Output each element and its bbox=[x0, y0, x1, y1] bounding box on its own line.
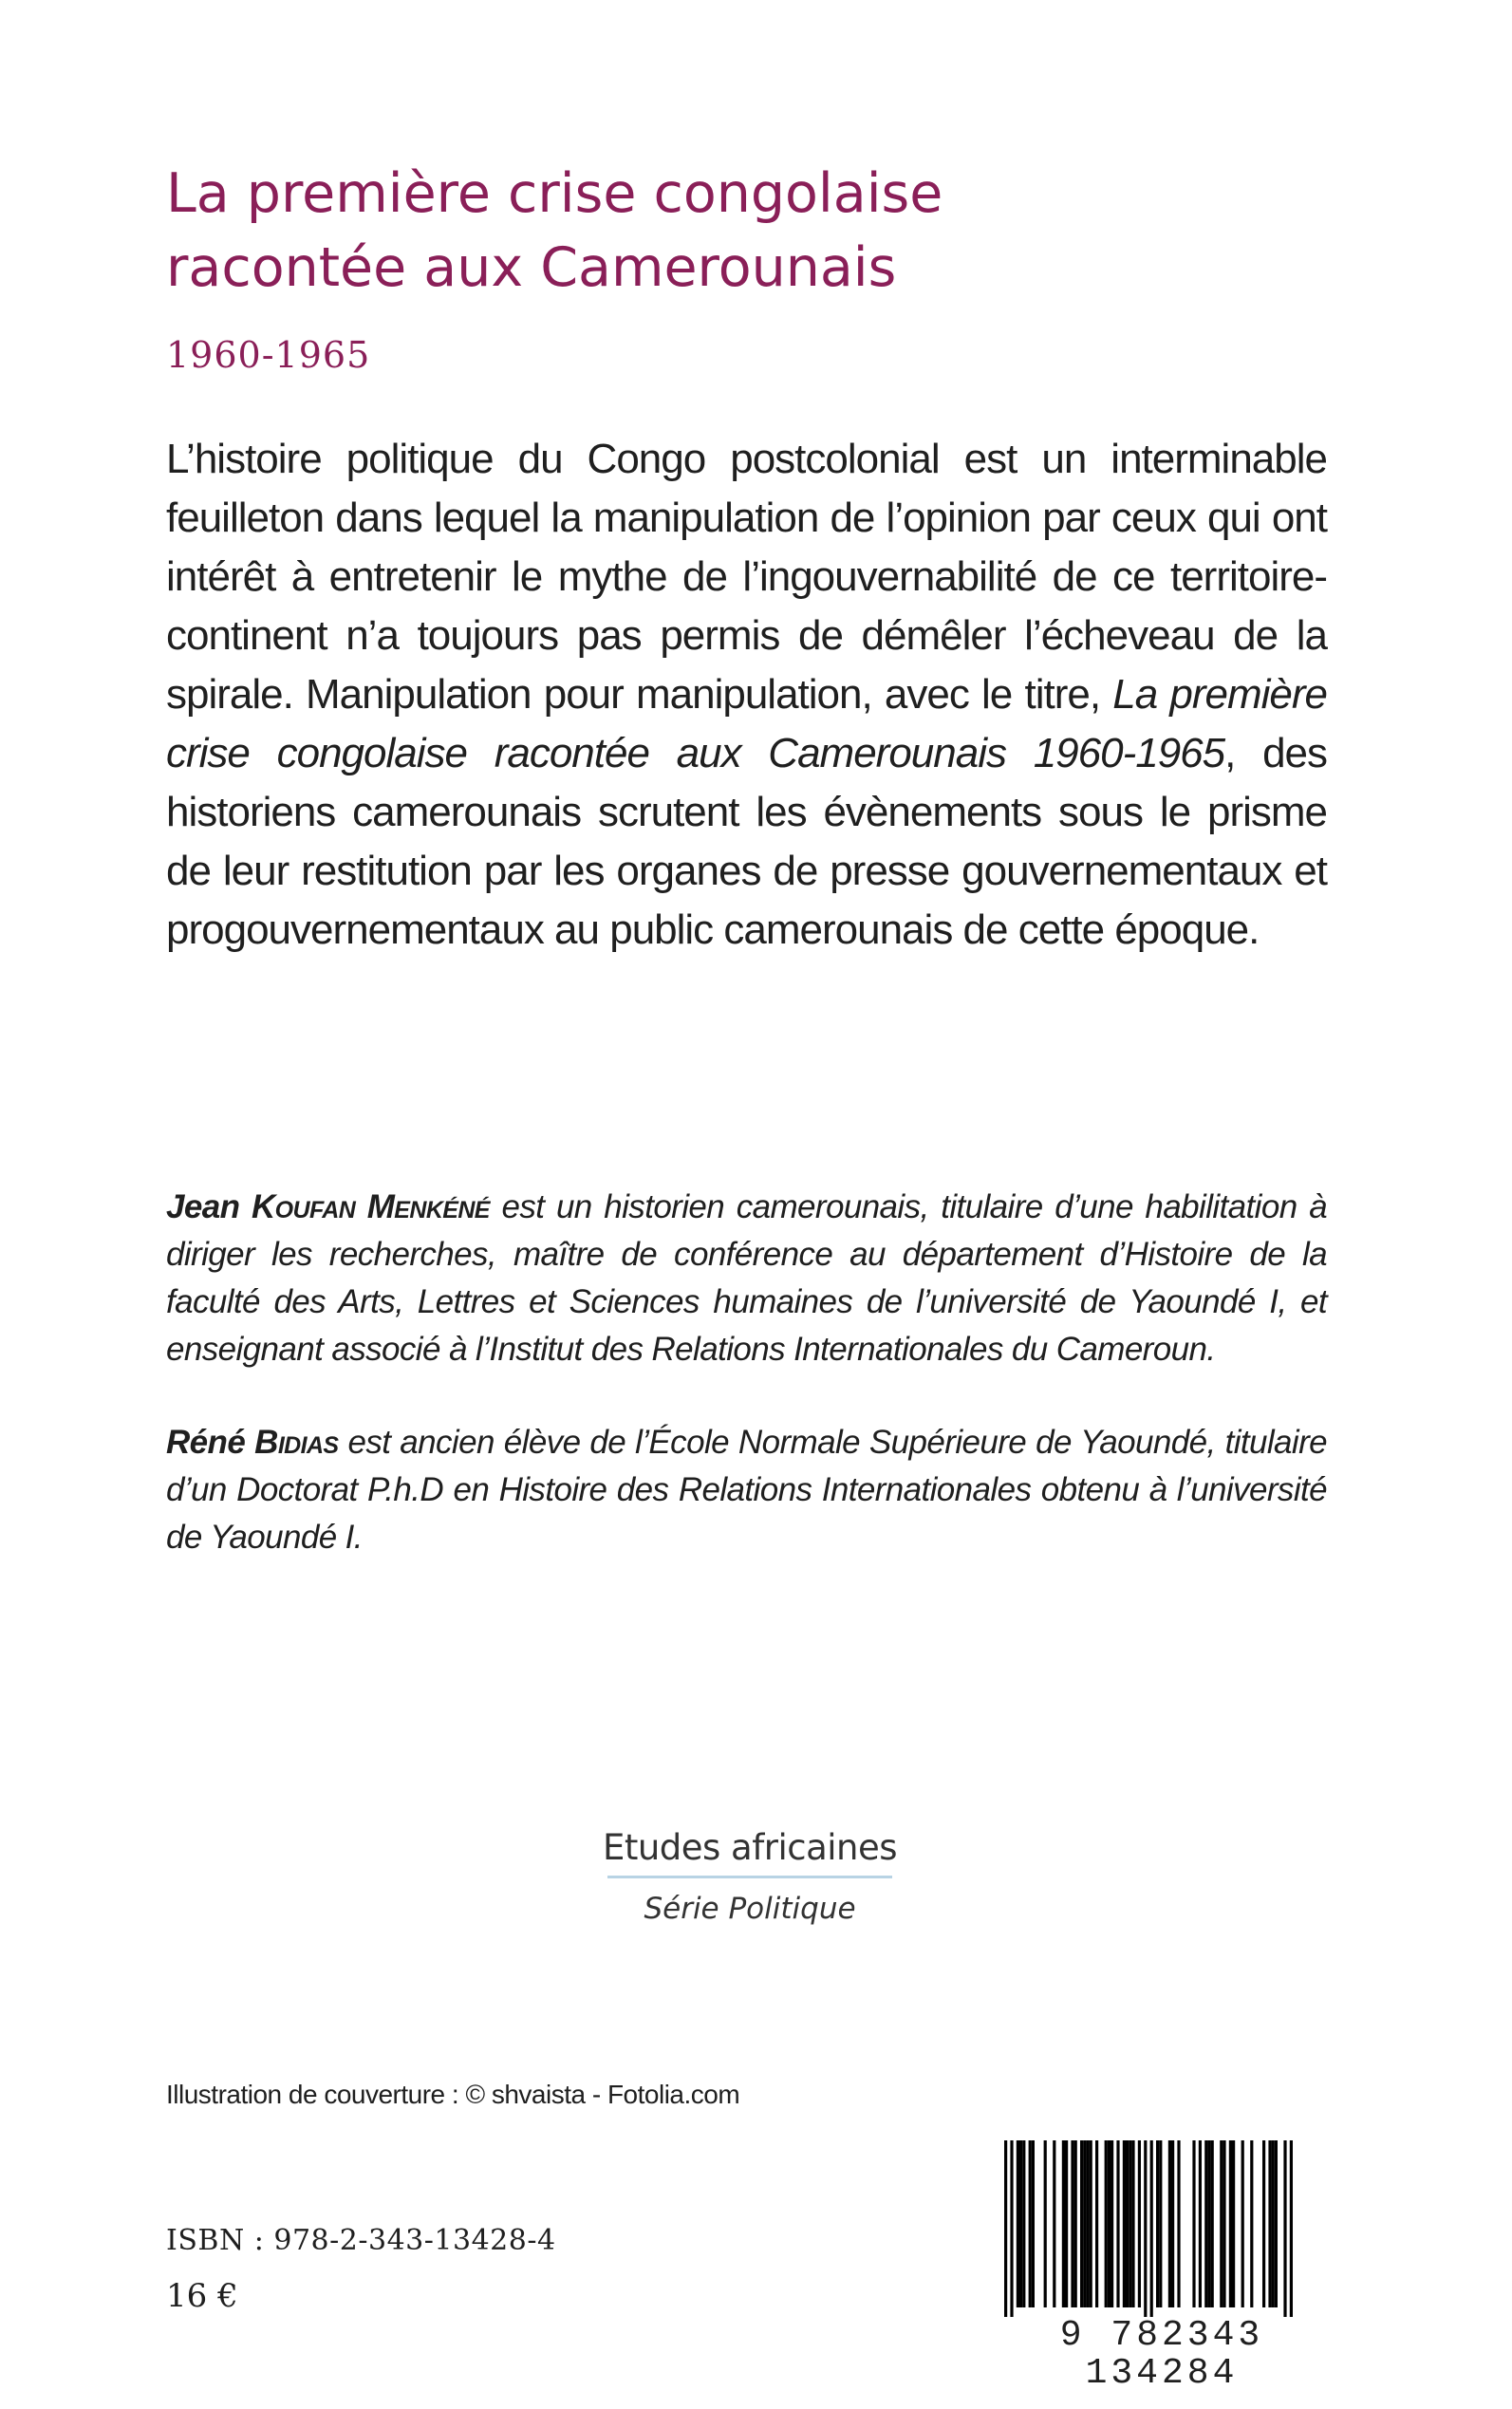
barcode-bar bbox=[1229, 2140, 1232, 2307]
barcode-bar bbox=[1004, 2140, 1007, 2321]
barcode-bars bbox=[993, 2140, 1331, 2321]
barcode-bar bbox=[1019, 2140, 1022, 2307]
barcode-bar bbox=[1177, 2140, 1180, 2307]
barcode-bar bbox=[1017, 2140, 1019, 2307]
author-1-last-name: Koufan Menkéné bbox=[251, 1188, 490, 1225]
barcode-bar bbox=[1199, 2140, 1202, 2307]
barcode-bar bbox=[1083, 2140, 1086, 2307]
barcode-bar bbox=[1126, 2140, 1129, 2307]
barcode-bar bbox=[1095, 2140, 1098, 2307]
barcode-bar bbox=[1010, 2140, 1013, 2321]
barcode-bar bbox=[1171, 2140, 1174, 2307]
barcode-bar bbox=[1283, 2140, 1286, 2321]
barcode-bar bbox=[1220, 2140, 1223, 2307]
series-block bbox=[598, 1827, 902, 1926]
summary-paragraph bbox=[166, 430, 1327, 960]
barcode-bar bbox=[1207, 2140, 1210, 2307]
barcode-bar bbox=[1032, 2140, 1035, 2307]
barcode-bar bbox=[1116, 2140, 1119, 2307]
barcode-bar bbox=[1129, 2140, 1131, 2307]
date-range: 1960-1965 bbox=[166, 334, 371, 376]
barcode-bar bbox=[1268, 2140, 1271, 2307]
barcode-bar bbox=[1204, 2140, 1207, 2307]
barcode-bar bbox=[1065, 2140, 1068, 2307]
book-title-line-1: La première crise congolaise bbox=[166, 162, 943, 225]
barcode-bar bbox=[1086, 2140, 1089, 2307]
barcode-bar bbox=[1156, 2140, 1159, 2307]
summary-text-end: , des historiens camerounais scrutent les évènements sous le prisme de leur restitution par les organes de presse gouvernementaux et progouvernementaux au public camerounais de cette époque. bbox=[166, 730, 1328, 953]
barcode-bar bbox=[1062, 2140, 1065, 2307]
barcode-bar bbox=[1144, 2140, 1147, 2321]
barcode-bar bbox=[1211, 2140, 1214, 2307]
barcode-bar bbox=[1250, 2140, 1253, 2307]
author-2-first-name: Réné bbox=[166, 1424, 246, 1461]
isbn: ISBN : 978-2-343-13428-4 bbox=[166, 2224, 556, 2257]
barcode-bar bbox=[1262, 2140, 1265, 2307]
barcode-bar bbox=[1131, 2140, 1134, 2307]
author-1-first-name: Jean bbox=[166, 1188, 240, 1225]
barcode-bar bbox=[1080, 2140, 1083, 2307]
barcode-bar bbox=[1232, 2140, 1235, 2307]
barcode-bar bbox=[1108, 2140, 1111, 2307]
barcode-bar bbox=[1192, 2140, 1195, 2307]
barcode-bar bbox=[1044, 2140, 1047, 2307]
barcode-bar bbox=[1168, 2140, 1171, 2307]
barcode-bar bbox=[1150, 2140, 1153, 2321]
barcode-bar bbox=[1223, 2140, 1225, 2307]
summary-book-title: La première crise congolaise racontée aux Camerounais 1960-1965 bbox=[166, 671, 1327, 776]
barcode-bar bbox=[1159, 2140, 1162, 2307]
book-title bbox=[166, 157, 1353, 305]
author-bio-1 bbox=[166, 1184, 1327, 1373]
barcode-bar bbox=[1029, 2140, 1032, 2307]
barcode-bar bbox=[1074, 2140, 1077, 2307]
barcode-bar bbox=[1275, 2140, 1278, 2307]
summary-text-start: L’histoire politique du Congo postcolonial est un interminable feuilleton dans lequel la manipulation de l’opinion par ceux qui ont intérêt à entretenir le mythe de l’ingouvernabilité de ce territoire-continent n’a toujours pas permis de démêler l’écheveau de la spirale. Manipulation pour manipulation, avec le titre, bbox=[166, 436, 1327, 718]
barcode-bar bbox=[1053, 2140, 1055, 2307]
barcode-bar bbox=[1290, 2140, 1293, 2321]
series-subseries: Série Politique bbox=[644, 1892, 856, 1926]
barcode-bar bbox=[1111, 2140, 1113, 2307]
barcode-bar bbox=[1241, 2140, 1244, 2307]
barcode-digits: 9 782343 134284 bbox=[993, 2317, 1331, 2393]
barcode-bar bbox=[1123, 2140, 1126, 2307]
book-title-line-2: racontée aux Camerounais bbox=[166, 236, 897, 299]
author-2-bio-text: est ancien élève de l’École Normale Supérieure de Yaoundé, titulaire d’un Doctorat P.h.D en Histoire des Relations Internationales obtenu à l’université de Yaoundé I. bbox=[166, 1424, 1327, 1556]
series-name: Etudes africaines bbox=[602, 1827, 898, 1868]
barcode-bar bbox=[1138, 2140, 1141, 2307]
price: 16 € bbox=[166, 2277, 238, 2315]
illustration-credit: Illustration de couverture : © shvaista - Fotolia.com bbox=[166, 2080, 740, 2109]
series-divider bbox=[607, 1876, 892, 1878]
author-2-last-name: Bidias bbox=[254, 1424, 339, 1461]
barcode-bar bbox=[1272, 2140, 1275, 2307]
author-bio-2 bbox=[166, 1419, 1327, 1561]
barcode bbox=[993, 2140, 1331, 2394]
barcode-bar bbox=[1090, 2140, 1092, 2307]
author-1-bio-text: est un historien camerounais, titulaire d’une habilitation à diriger les recherches, maître de conférence au département d’Histoire de la faculté des Arts, Lettres et Sciences humaines de l’université de Yaoundé I, et enseignant associé à l’Institut des Relations Internationales du Cameroun. bbox=[166, 1188, 1328, 1368]
barcode-bar bbox=[1105, 2140, 1108, 2307]
barcode-bar bbox=[1071, 2140, 1073, 2307]
barcode-bar bbox=[1022, 2140, 1025, 2307]
